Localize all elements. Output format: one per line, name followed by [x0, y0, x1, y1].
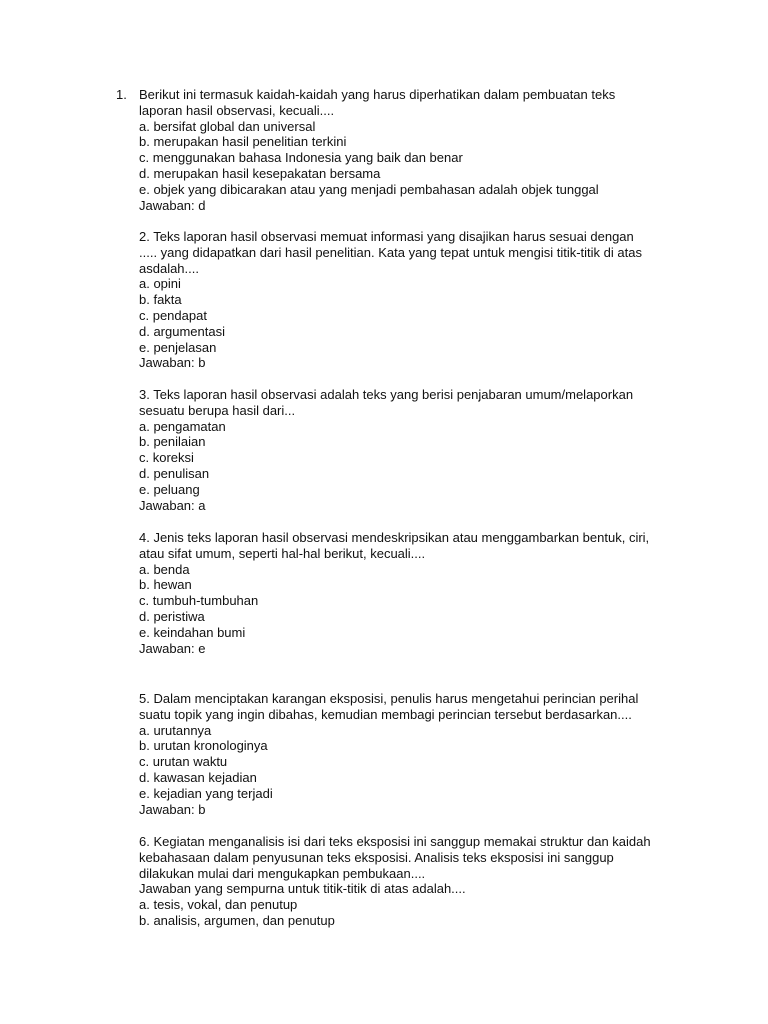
question-text-line: 4. Jenis teks laporan hasil observasi mendeskripsikan atau menggambarkan bentuk, ciri, [139, 530, 650, 545]
option-d: d. penulisan [139, 465, 210, 481]
answer-line: Jawaban: d [139, 197, 206, 213]
option-c: c. tumbuh-tumbuhan [139, 593, 259, 609]
option-c: c. pendapat [139, 307, 207, 323]
question-text-line: 5. Dalam menciptakan karangan eksposisi, penulis harus mengetahui perincian perihal [139, 691, 639, 706]
option-b: b. penilaian [139, 434, 206, 450]
answer-line: Jawaban: a [139, 497, 206, 513]
question-text-line: suatu topik yang ingin dibahas, kemudian membagi perincian tersebut berdasarkan.... [139, 706, 632, 722]
question-text-line: sesuatu berupa hasil dari... [139, 402, 296, 418]
question-text-line: ..... yang didapatkan dari hasil penelitian. Kata yang tepat untuk mengisi titik-titik di atas [139, 244, 642, 260]
option-c: c. menggunakan bahasa Indonesia yang baik dan benar [139, 150, 463, 166]
option-a: a. opini [139, 276, 181, 292]
option-a: a. bersifat global dan universal [139, 118, 316, 134]
option-e: e. objek yang dibicarakan atau yang menjadi pembahasan adalah objek tunggal [139, 181, 599, 197]
question-1 [139, 87, 699, 213]
question-text-line: atau sifat umum, seperti hal-hal berikut, kecuali.... [139, 545, 426, 561]
option-d: d. peristiwa [139, 608, 205, 624]
answer-line: Jawaban: b [139, 355, 206, 371]
question-number: 1. [116, 87, 127, 102]
question-text-line: dilakukan mulai dari mengukapkan pembukaan.... [139, 865, 426, 881]
option-d: d. argumentasi [139, 323, 225, 339]
option-e: e. keindahan bumi [139, 624, 246, 640]
option-e: e. kejadian yang terjadi [139, 785, 273, 801]
option-b: b. analisis, argumen, dan penutup [139, 912, 335, 928]
option-b: b. merupakan hasil penelitian terkini [139, 134, 347, 150]
question-text-line: 3. Teks laporan hasil observasi adalah teks yang berisi penjabaran umum/melaporkan [139, 387, 634, 402]
option-e: e. penjelasan [139, 339, 217, 355]
option-b: b. hewan [139, 577, 192, 593]
answer-line: Jawaban: b [139, 801, 206, 817]
option-a: a. pengamatan [139, 418, 226, 434]
question-6 [139, 834, 699, 929]
question-text-line: Jawaban yang sempurna untuk titik-titik di atas adalah.... [139, 881, 466, 897]
answer-line: Jawaban: e [139, 640, 206, 656]
question-text-line: kebahasaan dalam penyusunan teks eksposisi. Analisis teks eksposisi ini sanggup [139, 849, 614, 865]
question-5 [139, 691, 699, 817]
option-b: b. urutan kronologinya [139, 738, 268, 754]
option-c: c. koreksi [139, 450, 194, 466]
option-b: b. fakta [139, 292, 182, 308]
question-2 [139, 229, 699, 371]
option-a: a. benda [139, 561, 190, 577]
option-a: a. tesis, vokal, dan penutup [139, 897, 298, 913]
question-4 [139, 530, 699, 656]
question-text-line: Berikut ini termasuk kaidah-kaidah yang harus diperhatikan dalam pembuatan teks [139, 87, 616, 102]
option-c: c. urutan waktu [139, 754, 228, 770]
option-d: d. merupakan hasil kesepakatan bersama [139, 165, 381, 181]
question-text-line: asdalah.... [139, 260, 199, 276]
question-text-line: 2. Teks laporan hasil observasi memuat informasi yang disajikan harus sesuai dengan [139, 229, 634, 244]
option-e: e. peluang [139, 481, 200, 497]
option-a: a. urutannya [139, 722, 212, 738]
question-text-line: laporan hasil observasi, kecuali.... [139, 102, 335, 118]
question-text-line: 6. Kegiatan menganalisis isi dari teks eksposisi ini sanggup memakai struktur dan kaidah [139, 834, 651, 849]
option-d: d. kawasan kejadian [139, 769, 257, 785]
question-3 [139, 387, 699, 513]
